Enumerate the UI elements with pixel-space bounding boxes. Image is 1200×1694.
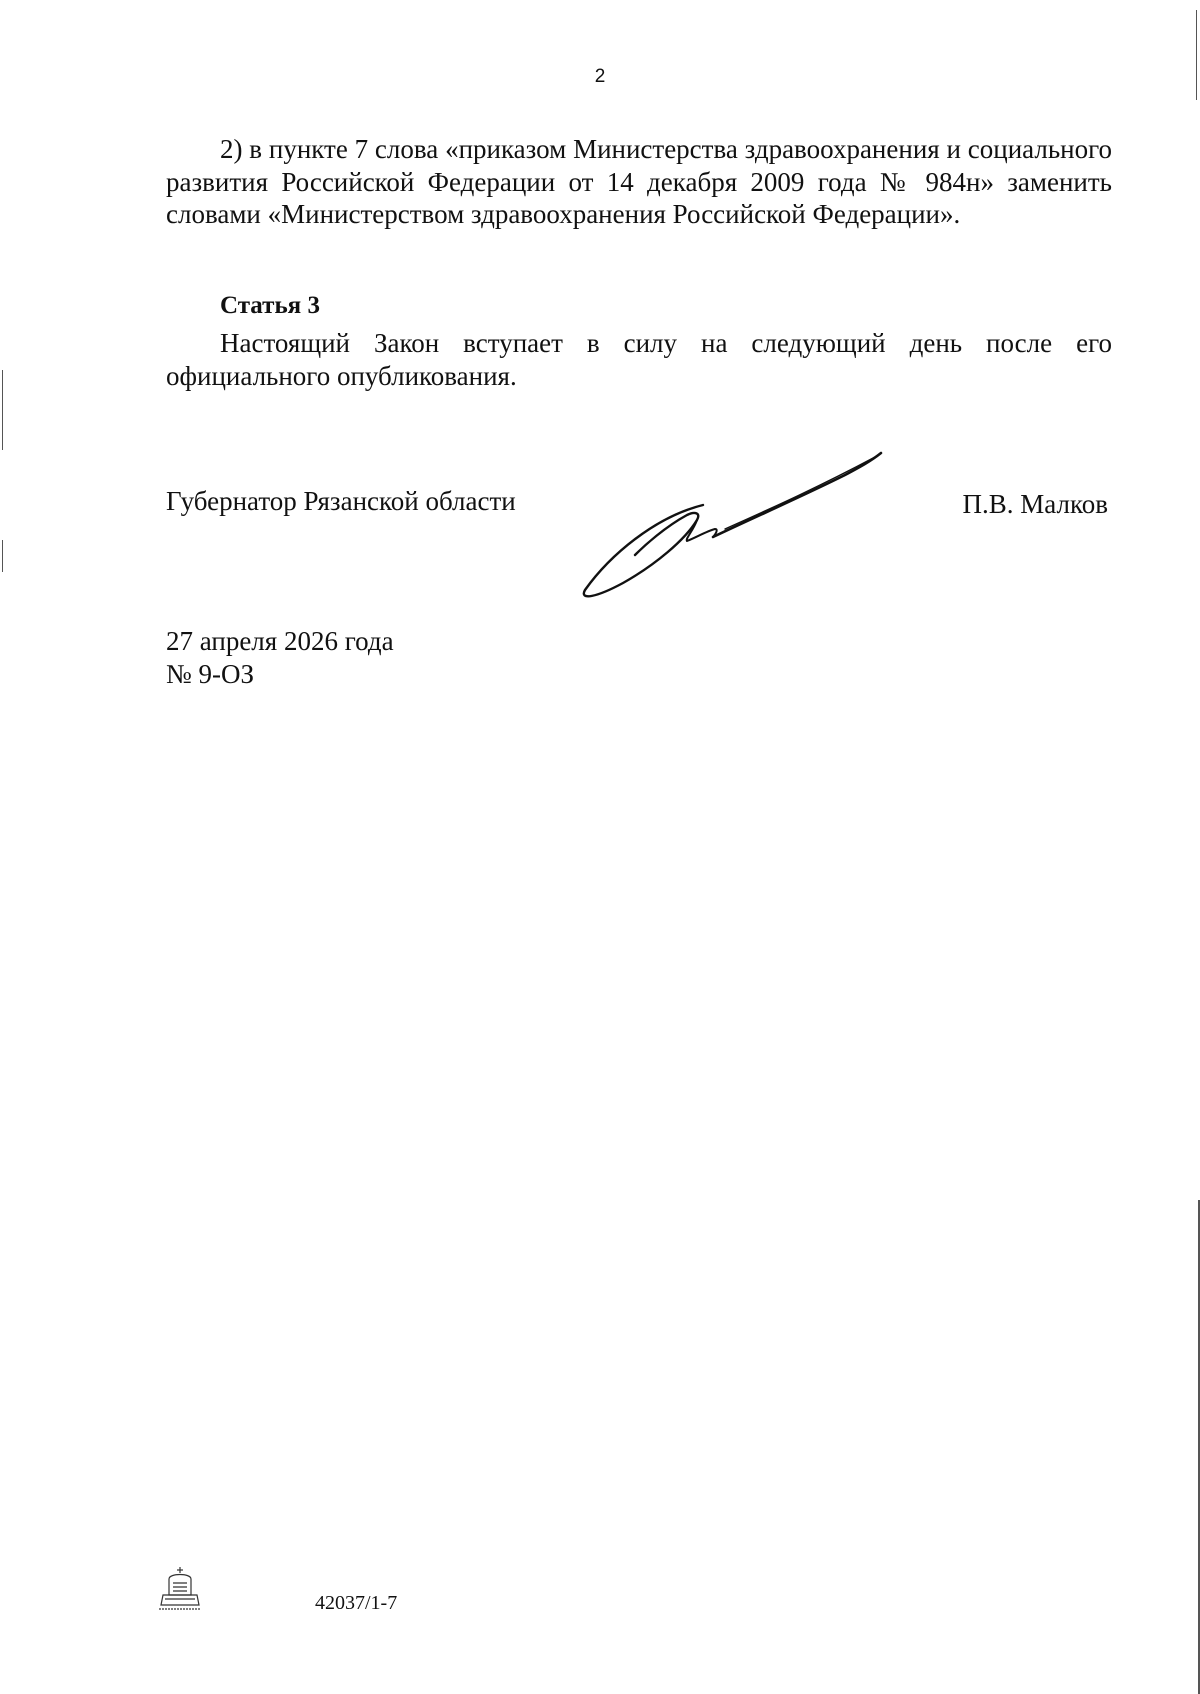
signing-date: 27 апреля 2026 года bbox=[166, 626, 394, 656]
amendment-item-2 bbox=[166, 133, 1112, 231]
page-number: 2 bbox=[594, 66, 606, 87]
scan-artifact bbox=[2, 540, 3, 572]
scan-artifact bbox=[2, 370, 3, 450]
article-body-text: Настоящий Закон вступает в силу на следующий день после его официального опубликования. bbox=[166, 328, 1112, 391]
coat-of-arms-icon bbox=[157, 1565, 203, 1611]
date-block bbox=[166, 625, 394, 691]
amendment-item-2-text: 2) в пункте 7 слова «приказом Министерства здравоохранения и социального развития Российской Федерации от 14 декабря 2009 года № 984н» заменить словами «Министерством здравоохранения Российской Федерации». bbox=[166, 134, 1112, 229]
article-title: Статья 3 bbox=[220, 292, 320, 319]
handwritten-signature bbox=[575, 445, 895, 605]
document-code: 42037/1-7 bbox=[315, 1592, 398, 1614]
governor-position: Губернатор Рязанской области bbox=[166, 486, 516, 516]
law-number: № 9-ОЗ bbox=[166, 659, 255, 689]
scan-artifact bbox=[1196, 10, 1197, 100]
article-body bbox=[166, 327, 1112, 392]
governor-name: П.В. Малков bbox=[962, 489, 1108, 519]
